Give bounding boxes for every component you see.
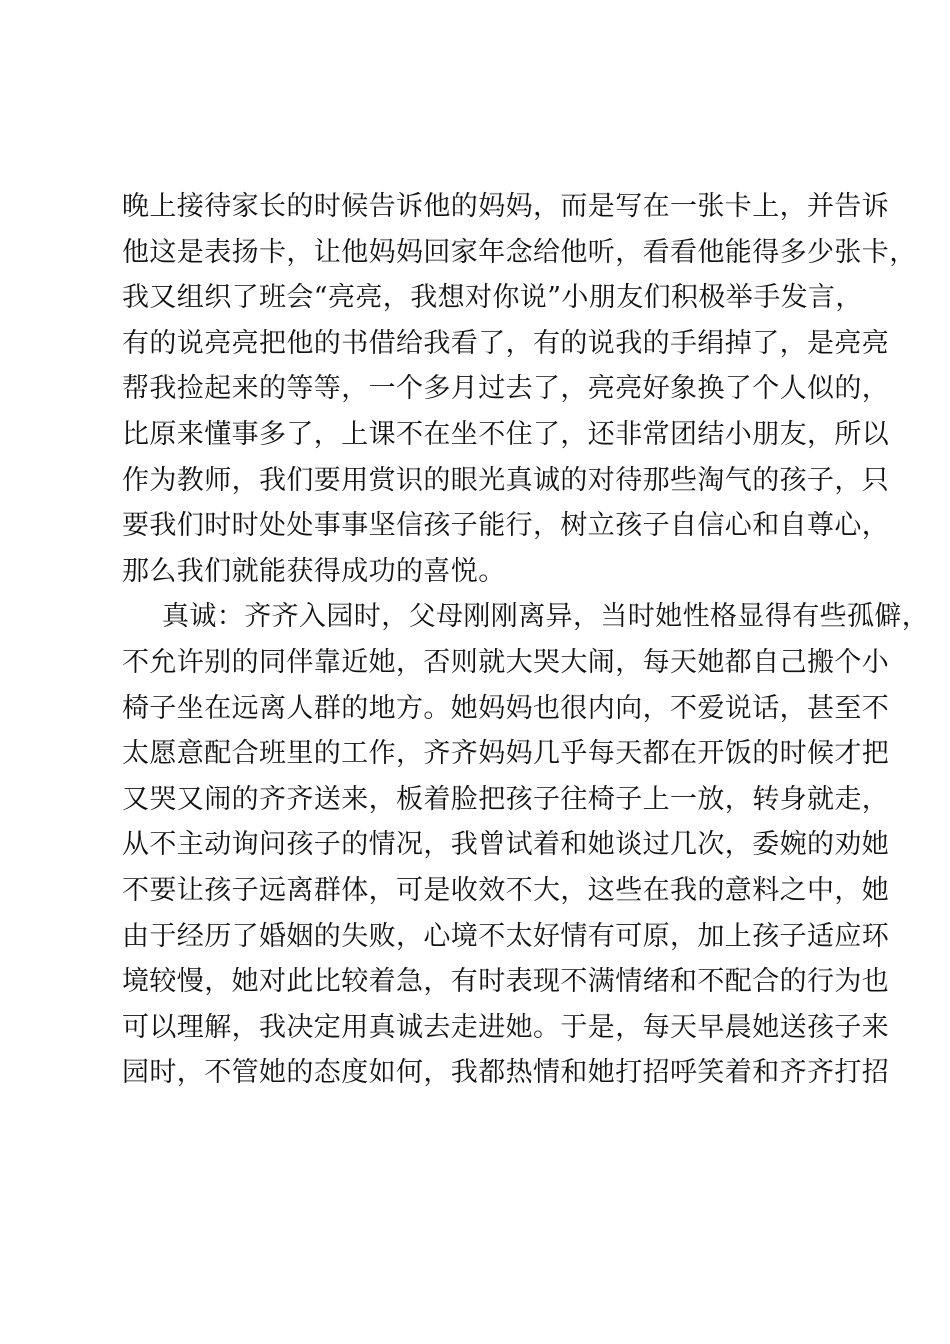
text-line: 作为教师，我们要用赏识的眼光真诚的对待那些淘气的孩子，只 bbox=[122, 464, 890, 496]
text-line: 从不主动询问孩子的情况，我曾试着和她谈过几次，委婉的劝她 bbox=[122, 829, 890, 861]
text-line: 晚上接待家长的时候告诉他的妈妈，而是写在一张卡上，并告诉 bbox=[122, 191, 890, 222]
text-line: 要我们时时处处事事坚信孩子能行，树立孩子自信心和自尊心， bbox=[122, 510, 890, 542]
body-text bbox=[122, 184, 930, 1096]
text-line: 由于经历了婚姻的失败，心境不太好情有可原，加上孩子适应环 bbox=[122, 920, 890, 952]
text-line: 可以理解，我决定用真诚去走进她。于是，每天早晨她送孩子来 bbox=[122, 1011, 890, 1043]
text-line: 他这是表扬卡，让他妈妈回家年念给他听，看看他能得多少张卡， bbox=[122, 236, 917, 268]
text-line: 比原来懂事多了，上课不在坐不住了，还非常团结小朋友，所以 bbox=[122, 418, 890, 450]
text-line: 帮我捡起来的等等，一个多月过去了，亮亮好象换了个人似的， bbox=[122, 373, 890, 405]
text-line: 有的说亮亮把他的书借给我看了，有的说我的手绢掉了，是亮亮 bbox=[122, 327, 890, 359]
text-line: 境较慢，她对此比较着急，有时表现不满情绪和不配合的行为也 bbox=[122, 966, 890, 998]
text-line: 我又组织了班会“亮亮，我想对你说”小朋友们积极举手发言， bbox=[122, 282, 863, 314]
paragraph-start-line: 真诚：齐齐入园时，父母刚刚离异，当时她性格显得有些孤僻， bbox=[162, 601, 930, 633]
text-line: 不要让孩子远离群体，可是收效不大，这些在我的意料之中，她 bbox=[122, 874, 890, 906]
text-line: 不允许别的同伴靠近她，否则就大哭大闹，每天她都自己搬个小 bbox=[122, 646, 890, 678]
text-line: 椅子坐在远离人群的地方。她妈妈也很内向，不爱说话，甚至不 bbox=[122, 692, 890, 724]
text-line: 又哭又闹的齐齐送来，板着脸把孩子往椅子上一放，转身就走， bbox=[122, 783, 890, 815]
text-line: 太愿意配合班里的工作，齐齐妈妈几乎每天都在开饭的时候才把 bbox=[122, 738, 890, 770]
text-line: 那么我们就能获得成功的喜悦。 bbox=[122, 555, 506, 587]
text-line: 园时，不管她的态度如何，我都热情和她打招呼笑着和齐齐打招 bbox=[122, 1057, 890, 1089]
